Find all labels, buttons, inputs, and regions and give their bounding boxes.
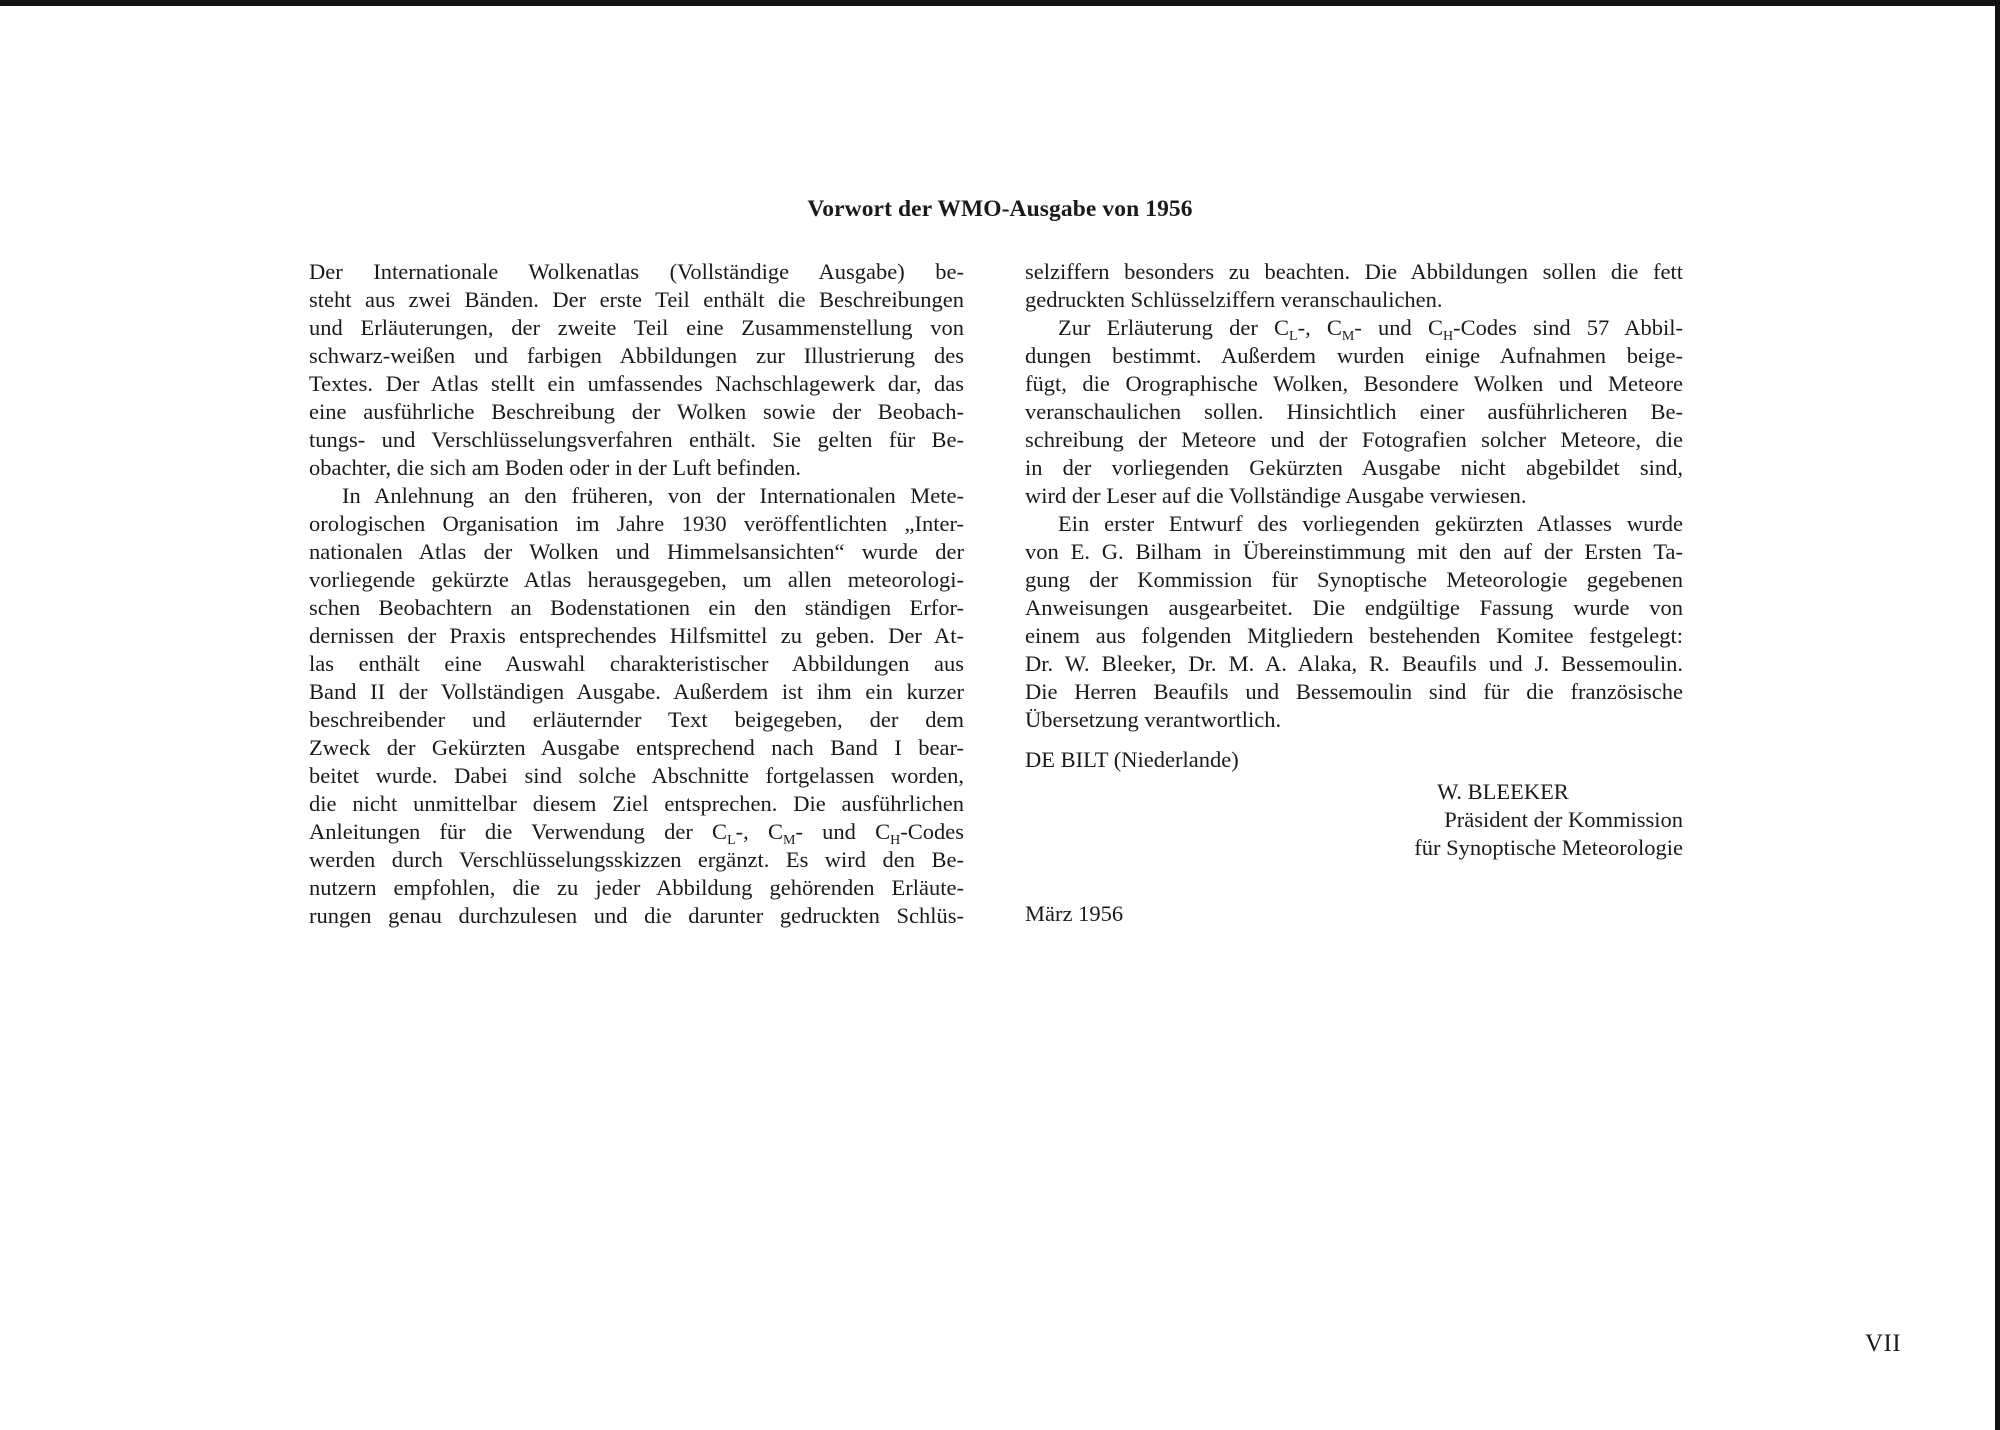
text-line: von E. G. Bilham in Übereinstimmung mit den auf der Ersten Ta- [1025, 539, 1683, 564]
text-line: las enthält eine Auswahl charakteristischer Abbildungen aus [309, 651, 964, 676]
top-border-rule [0, 0, 2000, 6]
code-separator: -, [735, 819, 768, 844]
text-line: Band II der Vollständigen Ausgabe. Außerdem ist ihm ein kurzer [309, 679, 964, 704]
code-letter: C [1428, 315, 1444, 340]
text-line: Ein erster Entwurf des vorliegenden gekürzten Atlasses wurde [1058, 511, 1683, 536]
text-line: Dr. W. Bleeker, Dr. M. A. Alaka, R. Beaufils und J. Bessemoulin. [1025, 651, 1683, 676]
codes-line-prefix: Anleitungen für die Verwendung der [309, 819, 713, 844]
subscript-l: L [727, 833, 736, 846]
signature-role: für Synoptische Meteorologie [1414, 835, 1683, 860]
code-separator: - und [1354, 315, 1429, 340]
text-line: vorliegende gekürzte Atlas herausgegeben, um allen meteorologi- [309, 567, 964, 592]
text-line: gung der Kommission für Synoptische Meteorologie gegebenen [1025, 567, 1683, 592]
text-line: Der Internationale Wolkenatlas (Vollständige Ausgabe) be- [309, 259, 964, 284]
text-line: Zweck der Gekürzten Ausgabe entsprechend nach Band I bear- [309, 735, 964, 760]
text-line: schwarz-weißen und farbigen Abbildungen zur Illustrierung des [309, 343, 964, 368]
text-line: rungen genau durchzulesen und die darunter gedruckten Schlüs- [309, 903, 964, 928]
text-line: Die Herren Beaufils und Bessemoulin sind für die französische [1025, 679, 1683, 704]
text-line: gedruckten Schlüsselziffern veranschaulichen. [1025, 287, 1443, 312]
text-line: beschreibender und erläuternder Text beigegeben, der dem [309, 707, 964, 732]
page-number: VII [1865, 1330, 1902, 1357]
page-title: Vorwort der WMO-Ausgabe von 1956 [807, 196, 1193, 222]
codes-text-line [1025, 314, 1683, 342]
subscript-m: M [1341, 329, 1355, 342]
codes-line-prefix: Zur Erläuterung der [1058, 315, 1275, 340]
text-line: und Erläuterungen, der zweite Teil eine Zusammenstellung von [309, 315, 964, 340]
text-line: selziffern besonders zu beachten. Die Abbildungen sollen die fett [1025, 259, 1683, 284]
text-line: Textes. Der Atlas stellt ein umfassendes Nachschlagewerk dar, das [309, 371, 964, 396]
code-letter: C [1326, 315, 1342, 340]
text-line: nationalen Atlas der Wolken und Himmelsansichten“ wurde der [309, 539, 964, 564]
codes-line-suffix: -Codes [900, 819, 964, 844]
subscript-l: L [1289, 329, 1298, 342]
place-line: DE BILT (Niederlande) [1025, 747, 1239, 772]
code-letter: C [767, 819, 783, 844]
code-letter: C [1274, 315, 1290, 340]
right-text-column [1025, 258, 1683, 928]
code-letter: C [712, 819, 728, 844]
text-line: schreibung der Meteore und der Fotografien solcher Meteore, die [1025, 427, 1683, 452]
codes-text-line [309, 818, 964, 846]
text-line: fügt, die Orographische Wolken, Besondere Wolken und Meteore [1025, 371, 1683, 396]
code-letter: C [875, 819, 891, 844]
text-line: werden durch Verschlüsselungsskizzen ergänzt. Es wird den Be- [309, 847, 964, 872]
text-line: die nicht unmittelbar diesem Ziel entsprechen. Die ausführlichen [309, 791, 964, 816]
text-line: Übersetzung verantwortlich. [1025, 707, 1282, 732]
text-line: obachter, die sich am Boden oder in der Luft befinden. [309, 455, 802, 480]
text-line: beitet wurde. Dabei sind solche Abschnitte fortgelassen worden, [309, 763, 964, 788]
left-text-column [309, 258, 964, 930]
signature-name: W. BLEEKER [1437, 779, 1569, 804]
text-line: eine ausführliche Beschreibung der Wolken sowie der Beobach- [309, 399, 964, 424]
text-line: In Anlehnung an den früheren, von der Internationalen Mete- [342, 483, 964, 508]
text-line: dungen bestimmt. Außerdem wurden einige Aufnahmen beige- [1025, 343, 1683, 368]
text-line: in der vorliegenden Gekürzten Ausgabe nicht abgebildet sind, [1025, 455, 1683, 480]
text-line: schen Beobachtern an Bodenstationen ein den ständigen Erfor- [309, 595, 964, 620]
text-line: veranschaulichen sollen. Hinsichtlich einer ausführlicheren Be- [1025, 399, 1683, 424]
codes-line-suffix: -Codes sind 57 Abbil- [1453, 315, 1683, 340]
text-line: Anweisungen ausgearbeitet. Die endgültige Fassung wurde von [1025, 595, 1683, 620]
text-line: wird der Leser auf die Vollständige Ausgabe verwiesen. [1025, 483, 1527, 508]
text-line: nutzern empfohlen, die zu jeder Abbildung gehörenden Erläute- [309, 875, 964, 900]
text-line: steht aus zwei Bänden. Der erste Teil enthält die Beschreibungen [309, 287, 964, 312]
text-line: einem aus folgenden Mitgliedern bestehenden Komitee festgelegt: [1025, 623, 1683, 648]
code-separator: -, [1297, 315, 1327, 340]
text-line: orologischen Organisation im Jahre 1930 veröffentlichten „Inter- [309, 511, 964, 536]
date-line: März 1956 [1025, 901, 1124, 926]
subscript-h: H [1443, 329, 1454, 342]
text-line: tungs- und Verschlüsselungsverfahren enthält. Sie gelten für Be- [309, 427, 964, 452]
subscript-h: H [890, 833, 901, 846]
signature-role: Präsident der Kommission [1444, 807, 1683, 832]
code-separator: - und [795, 819, 876, 844]
subscript-m: M [782, 833, 796, 846]
text-line: dernissen der Praxis entsprechendes Hilfsmittel zu geben. Der At- [309, 623, 964, 648]
